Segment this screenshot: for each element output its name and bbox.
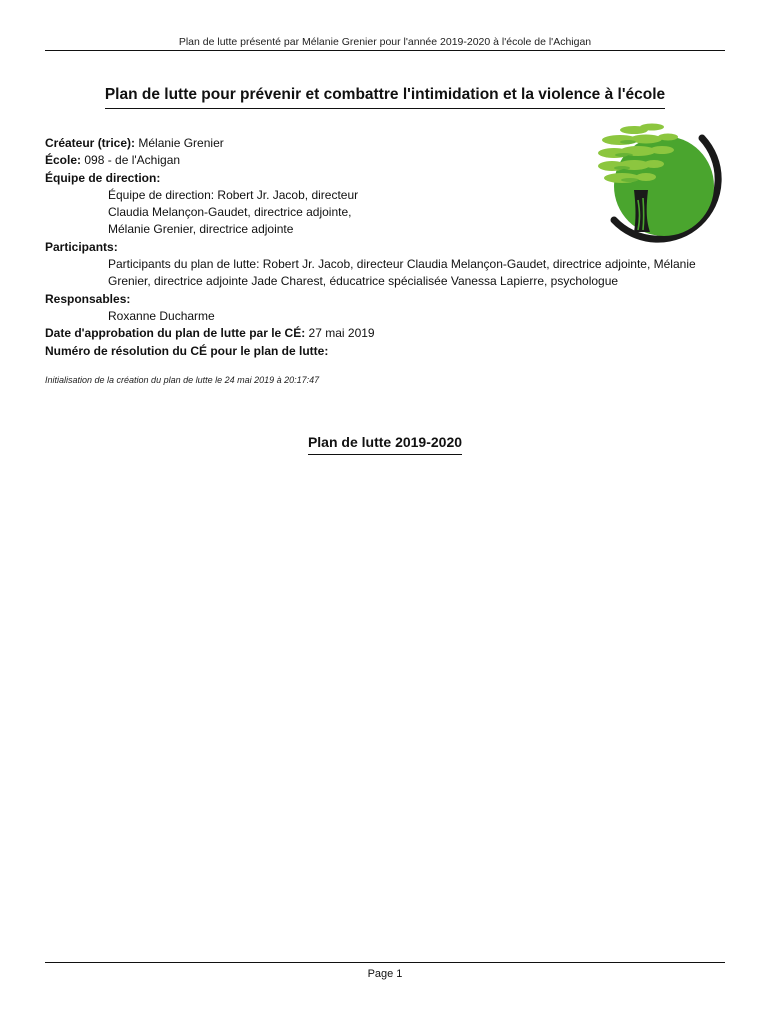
page-header-text: Plan de lutte présenté par Mélanie Grenier pour l'année 2019-2020 à l'école de l'Achigan [178, 36, 592, 48]
creator-value: Mélanie Grenier [135, 136, 224, 150]
participants-row [45, 239, 725, 256]
responsables-label: Responsables: [45, 291, 131, 306]
footer-divider [45, 962, 725, 963]
plan-info-block [45, 135, 725, 360]
title-container [0, 86, 770, 109]
responsables-row [45, 291, 725, 308]
management-team-label: Équipe de direction: [45, 170, 161, 185]
creator-label: Créateur (trice): [45, 136, 136, 150]
document-title: Plan de lutte pour prévenir et combattre l'intimidation et la violence à l'école [105, 86, 665, 109]
approval-date-label: Date d'approbation du plan de lutte par le CÉ: [45, 326, 306, 341]
header-divider [45, 50, 725, 51]
section-title-container [0, 434, 770, 455]
page-number: Page 1 [367, 968, 403, 980]
management-team-line: Claudia Melançon-Gaudet, directrice adjointe, [108, 205, 352, 220]
creator-row [45, 135, 725, 152]
resolution-number-row [45, 343, 725, 360]
management-team-line: Équipe de direction: Robert Jr. Jacob, directeur [108, 187, 359, 202]
approval-date-row [45, 325, 725, 342]
responsables-value: Roxanne Ducharme [108, 308, 215, 323]
school-value: 098 - de l'Achigan [81, 153, 181, 168]
resolution-number-label: Numéro de résolution du CÉ pour le plan de lutte: [45, 343, 329, 358]
school-label: École: [45, 153, 82, 168]
initialization-note: Initialisation de la création du plan de lutte le 24 mai 2019 à 20:17:47 [45, 375, 320, 385]
approval-date-value: 27 mai 2019 [305, 326, 375, 341]
participants-label: Participants: [45, 239, 118, 254]
section-title: Plan de lutte 2019-2020 [308, 434, 462, 455]
management-team-line: Mélanie Grenier, directrice adjointe [108, 222, 294, 237]
participants-text: Participants du plan de lutte: Robert Jr. Jacob, directeur Claudia Melançon-Gaudet, directrice adjointe, Mélanie Grenier, directrice adjointe Jade Charest, éducatrice spécialisée Vanessa Lapierre, psychologue [108, 257, 696, 289]
school-row [45, 152, 725, 169]
management-team-row [45, 170, 725, 187]
